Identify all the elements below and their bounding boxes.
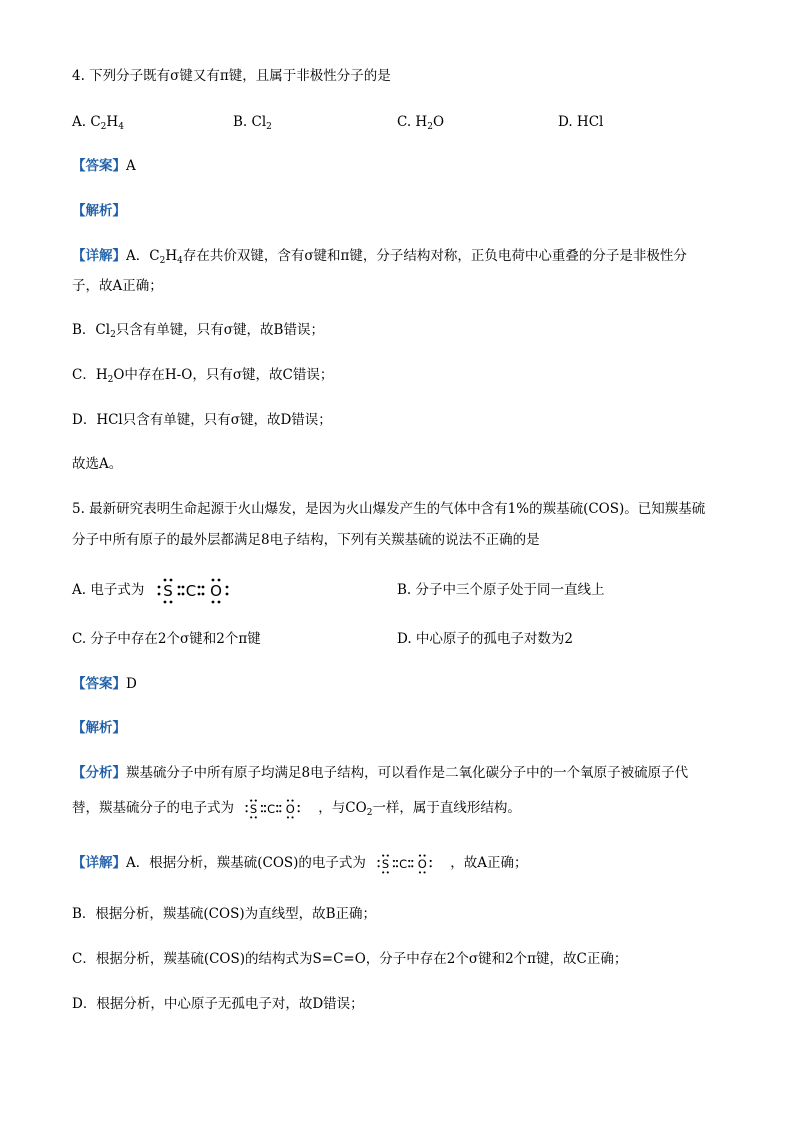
q5-option-c: C. 分子中存在2个σ键和2个π键 [72,631,261,647]
q4-detail-d: D．HCl只含有单键，只有σ键，故D错误； [72,412,332,428]
svg-text:C: C [399,856,408,871]
q5-detail-b: B．根据分析，羰基硫(COS)为直线型，故B正确； [72,906,377,922]
q4-option-c: C. $H_2O$ [397,114,445,132]
q5-answer: 【答案】D [72,676,137,692]
svg-text:C: C [267,801,276,816]
q4-detail-line-1: 【详解】A．$C_2H_4$存在共价双键，含有σ键和π键，分子结构对称，正负电荷中心重叠的分子是非极性分 [72,248,687,266]
q5-analysis-tag: 【解析】 [72,720,126,736]
q4-detail-b: B．$Cl_2$只含有单键，只有σ键，故B错误； [72,322,324,340]
q4-answer: 【答案】A [72,158,136,174]
q4-stem: 4. 下列分子既有σ键又有π键，且属于非极性分子的是 [72,68,391,84]
q5-stem-line-2: 分子中所有原子的最外层都满足8电子结构，下列有关羰基硫的说法不正确的是 [72,532,540,548]
q5-option-d: D. 中心原子的孤电子对数为2 [397,631,574,647]
q5-option-b: B. 分子中三个原子处于同一直线上 [397,582,605,598]
svg-text:O: O [417,856,428,871]
svg-text:C: C [185,581,196,600]
q4-conclusion: 故选A。 [72,456,123,472]
q4-detail-line-2: 子，故A正确； [72,278,163,294]
svg-text:O: O [209,581,222,600]
q4-detail-c: C．$H_2O$中存在H-O，只有σ键，故C错误； [72,367,334,385]
q4-option-a: A. $C_2H_4$ [72,114,124,132]
q4-option-b: B. $Cl_2$ [233,114,272,132]
cos-lewis-structure [153,577,247,605]
svg-text:O: O [286,801,296,816]
svg-text:S: S [162,581,173,600]
svg-text:S: S [382,856,390,871]
q5-detail-a: 【详解】A．根据分析，羰基硫(COS)的电子式为 S C O ，故A正确； [72,851,527,876]
cos-lewis-structure-detail [374,852,446,876]
q4-analysis-tag: 【解析】 [72,203,126,219]
svg-text:S: S [250,801,258,816]
q5-fenxi-line-1: 【分析】羰基硫分子中所有原子均满足8电子结构，可以看作是二氧化碳分子中的一个氧原子被硫原子代 [72,765,689,781]
q5-option-a: A. 电子式为 S C O [72,576,251,605]
q5-detail-c: C．根据分析，羰基硫(COS)的结构式为S=C=O，分子中存在2个σ键和2个π键，故C正确； [72,951,628,967]
q5-detail-d: D．根据分析，中心原子无孤电子对，故D错误； [72,996,364,1012]
q5-stem-line-1: 5. 最新研究表明生命起源于火山爆发，是因为火山爆发产生的气体中含有1%的羰基硫(COS)。已知羰基硫 [72,501,706,517]
q5-fenxi-line-2: 替，羰基硫分子的电子式为 S C O ，与$CO_2$一样，属于直线形结构。 [72,796,521,821]
cos-lewis-structure-inline [242,797,314,821]
q4-option-d: D. HCl [558,114,604,130]
